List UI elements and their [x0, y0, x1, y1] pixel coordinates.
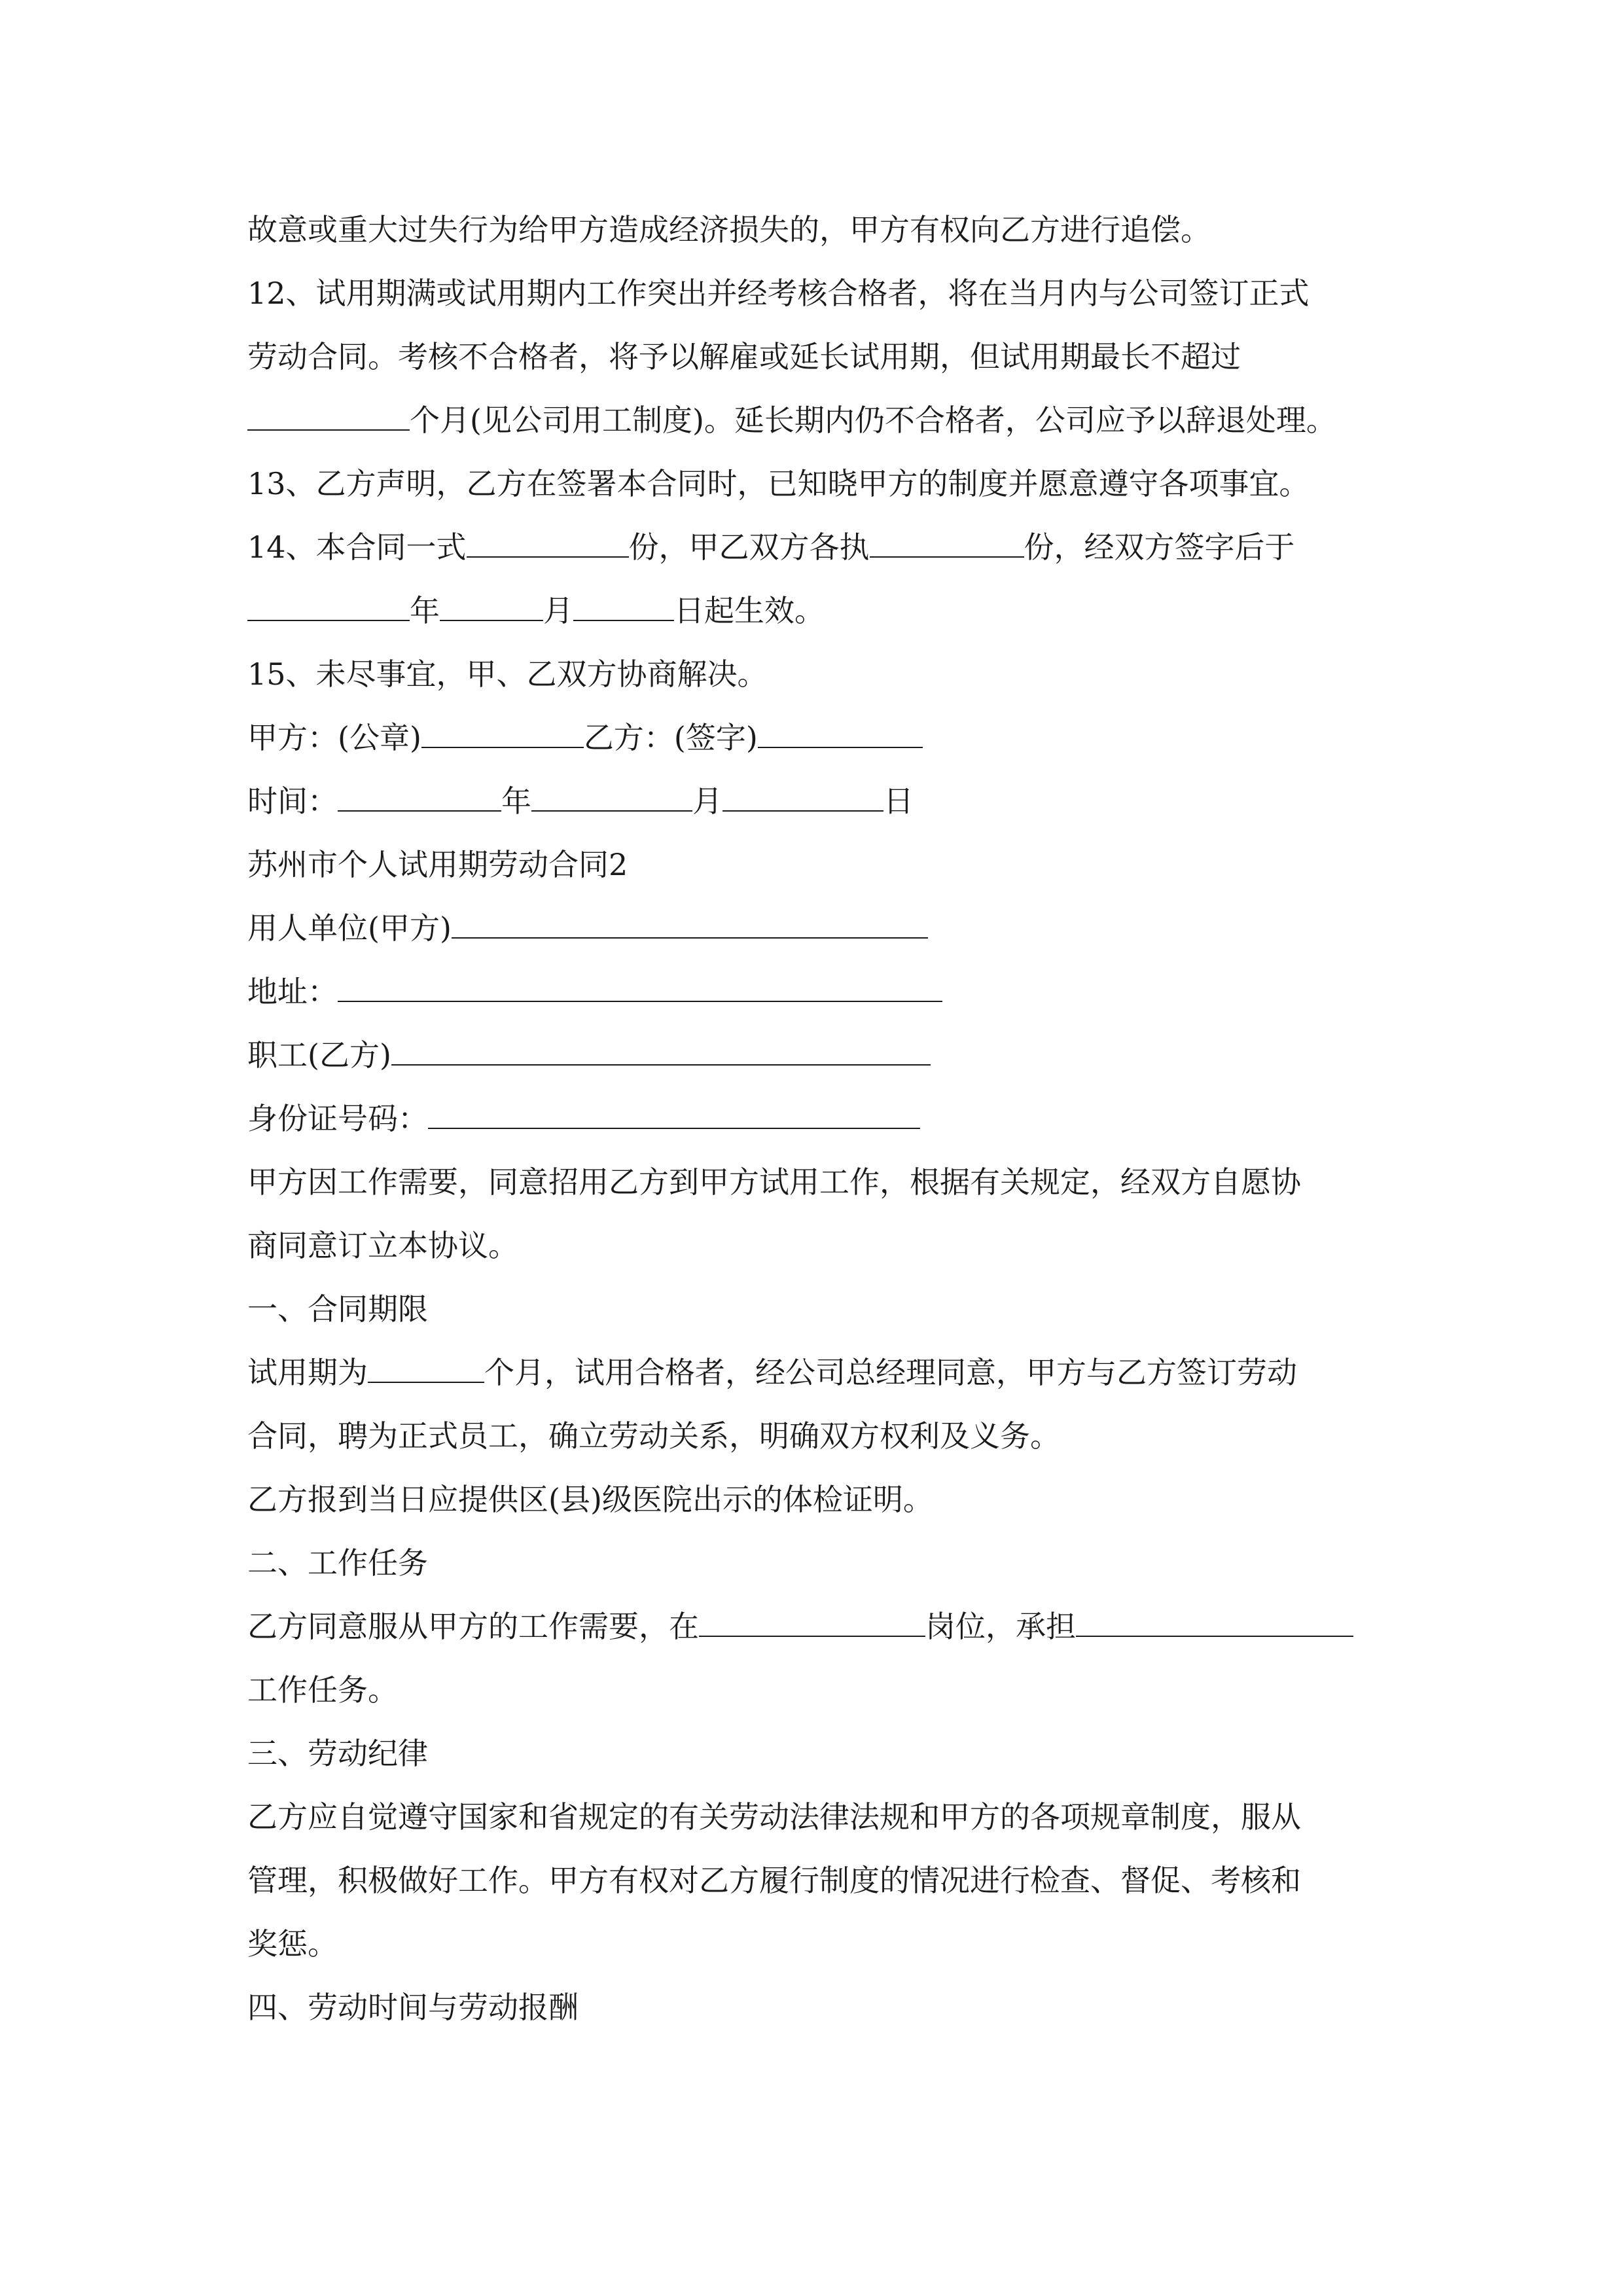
section-3-line-1: 乙方应自觉遵守国家和省规定的有关劳动法律法规和甲方的各项规章制度，服从: [247, 1799, 1301, 1835]
id-number-label: 身份证号码：: [247, 1101, 428, 1136]
blank-employer[interactable]: [452, 914, 928, 939]
blank-copies-each[interactable]: [870, 533, 1024, 558]
blank-task[interactable]: [1076, 1612, 1353, 1637]
section-1-heading: 一、合同期限: [247, 1291, 428, 1327]
section-1-line-3: 乙方报到当日应提供区(县)级医院出示的体检证明。: [247, 1482, 933, 1517]
employee-label: 职工(乙方): [247, 1037, 391, 1073]
address-label: 地址：: [247, 974, 338, 1009]
clause-14-year-label: 年: [410, 593, 440, 628]
intro-line-1: 甲方因工作需要，同意招用乙方到甲方试用工作，根据有关规定，经双方自愿协: [247, 1164, 1301, 1200]
section-2-text-b: 岗位，承担: [925, 1609, 1076, 1644]
section-3-line-2: 管理，积极做好工作。甲方有权对乙方履行制度的情况进行检查、督促、考核和: [247, 1863, 1301, 1898]
party-b-signature-label: 乙方：(签字): [583, 720, 758, 755]
blank-effective-year[interactable]: [247, 596, 410, 621]
date-month-label: 月: [692, 783, 722, 819]
section-2-line-2: 工作任务。: [247, 1672, 398, 1708]
blank-sign-month[interactable]: [531, 787, 692, 812]
section-2-heading: 二、工作任务: [247, 1545, 428, 1581]
employee-field: [247, 1030, 931, 1080]
blank-sign-day[interactable]: [722, 787, 883, 812]
clause-14-text-b: 份，甲乙双方各执: [628, 529, 870, 565]
blank-effective-day[interactable]: [573, 596, 674, 621]
date-label: 时间：: [247, 783, 338, 819]
employer-label: 用人单位(甲方): [247, 910, 452, 946]
date-day-label: 日: [883, 783, 914, 819]
blank-sign-year[interactable]: [338, 787, 501, 812]
blank-position[interactable]: [699, 1612, 925, 1637]
section-4-heading: 四、劳动时间与劳动报酬: [247, 1990, 579, 2025]
id-number-field: [247, 1094, 920, 1143]
blank-probation-months[interactable]: [368, 1358, 484, 1383]
blank-id-number[interactable]: [428, 1104, 920, 1129]
section-3-heading: 三、劳动纪律: [247, 1736, 428, 1771]
signature-line: [247, 713, 923, 762]
section-1-line-2: 合同，聘为正式员工，确立劳动关系，明确双方权利及义务。: [247, 1418, 1060, 1454]
date-year-label: 年: [501, 783, 531, 819]
clause-15: 15、未尽事宜，甲、乙双方协商解决。: [247, 656, 768, 692]
clause-14-day-label: 日起生效。: [674, 593, 825, 628]
clause-14-line-1: [247, 522, 1295, 572]
section-1-line-1-text: 个月，试用合格者，经公司总经理同意，甲方与乙方签订劳动: [484, 1355, 1297, 1390]
employer-field: [247, 903, 928, 953]
paragraph-compensation: 故意或重大过失行为给甲方造成经济损失的，甲方有权向乙方进行追偿。: [247, 212, 1211, 247]
blank-employee[interactable]: [391, 1041, 931, 1066]
clause-14-text-a: 14、本合同一式: [247, 529, 467, 565]
party-a-seal-label: 甲方：(公章): [247, 720, 421, 755]
clause-14-line-2: [247, 586, 825, 636]
clause-12-line-2: 劳动合同。考核不合格者，将予以解雇或延长试用期，但试用期最长不超过: [247, 339, 1241, 374]
address-field: [247, 967, 942, 1016]
section-2-line-1: [247, 1602, 1353, 1651]
contract-2-title: 苏州市个人试用期劳动合同2: [247, 847, 628, 882]
section-2-text-a: 乙方同意服从甲方的工作需要，在: [247, 1609, 699, 1644]
blank-extension-months[interactable]: [247, 406, 410, 431]
intro-line-2: 商同意订立本协议。: [247, 1228, 518, 1263]
clause-12-line-3-text: 个月(见公司用工制度)。延长期内仍不合格者，公司应予以辞退处理。: [410, 403, 1336, 438]
date-line: [247, 776, 914, 826]
section-3-line-3: 奖惩。: [247, 1926, 338, 1962]
section-1-line-1: [247, 1348, 1297, 1397]
blank-party-a-seal[interactable]: [421, 723, 584, 748]
clause-14-text-c: 份，经双方签字后于: [1024, 529, 1295, 565]
clause-12-line-1: 12、试用期满或试用期内工作突出并经考核合格者，将在当月内与公司签订正式: [247, 276, 1310, 311]
clause-12-line-3: [247, 395, 1336, 445]
blank-address[interactable]: [338, 977, 942, 1002]
blank-copies-total[interactable]: [467, 533, 629, 558]
blank-party-b-signature[interactable]: [758, 723, 923, 748]
clause-13: 13、乙方声明，乙方在签署本合同时，已知晓甲方的制度并愿意遵守各项事宜。: [247, 466, 1310, 501]
clause-14-month-label: 月: [543, 593, 573, 628]
blank-effective-month[interactable]: [440, 596, 543, 621]
probation-label: 试用期为: [247, 1355, 368, 1390]
